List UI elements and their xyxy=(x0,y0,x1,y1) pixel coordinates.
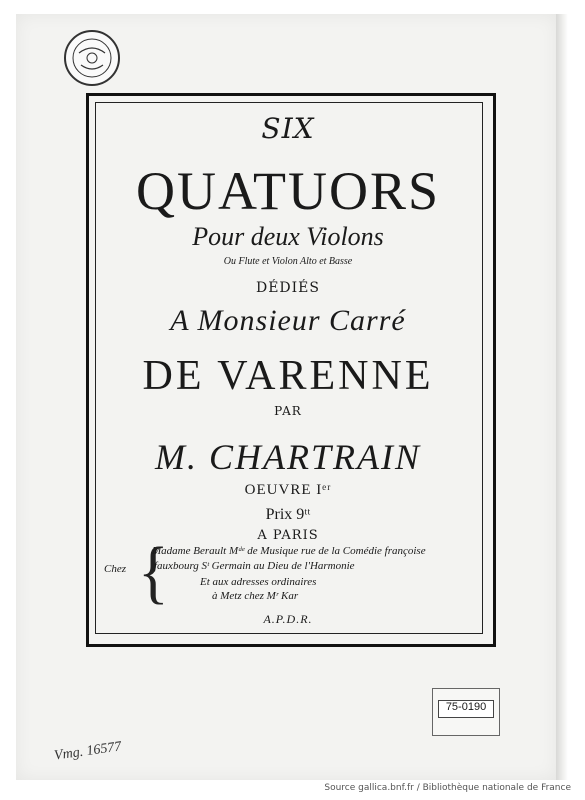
price: Prix 9ᵗᵗ xyxy=(265,506,311,523)
shelf-mark: Vmg. 16577 xyxy=(53,739,123,764)
privilege-mark: A.P.D.R. xyxy=(263,612,313,626)
publisher-address-line: Madame Berault Mᵈᵉ de Musique rue de la Comédie françoise xyxy=(152,545,426,557)
title-quatuors: QUATUORS xyxy=(135,161,441,221)
dedication-heading: DÉDIÉS xyxy=(255,280,320,296)
dedicatee-name: DE VARENNE xyxy=(142,353,434,399)
source-credit: Source gallica.bnf.fr / Bibliothèque nationale de France xyxy=(324,783,571,793)
paper-edge xyxy=(556,14,568,780)
subtitle-alternative-instruments: Ou Flute et Violon Alto et Basse xyxy=(223,256,353,267)
par-label: PAR xyxy=(274,404,302,418)
subtitle-instruments: Pour deux Violons xyxy=(192,222,384,251)
publisher-address-line: à Metz chez Mʳ Kar xyxy=(212,590,299,602)
title-six: SIX xyxy=(261,112,315,145)
opus-number: OEUVRE Iᵉʳ xyxy=(244,482,332,498)
publisher-address-line: fauxbourg Sᵗ Germain au Dieu de l'Harmonie xyxy=(154,560,355,572)
library-stamp-icon xyxy=(64,30,120,86)
brace-icon: { xyxy=(138,532,169,611)
dedicatee-line: A Monsieur Carré xyxy=(170,304,406,337)
chez-label: Chez xyxy=(104,563,126,575)
composer-name: M. CHARTRAIN xyxy=(155,437,421,477)
catalog-number: 75-0190 xyxy=(445,701,487,713)
publication-place: A PARIS xyxy=(257,528,319,543)
publisher-address-line: Et aux adresses ordinaires xyxy=(200,576,317,588)
